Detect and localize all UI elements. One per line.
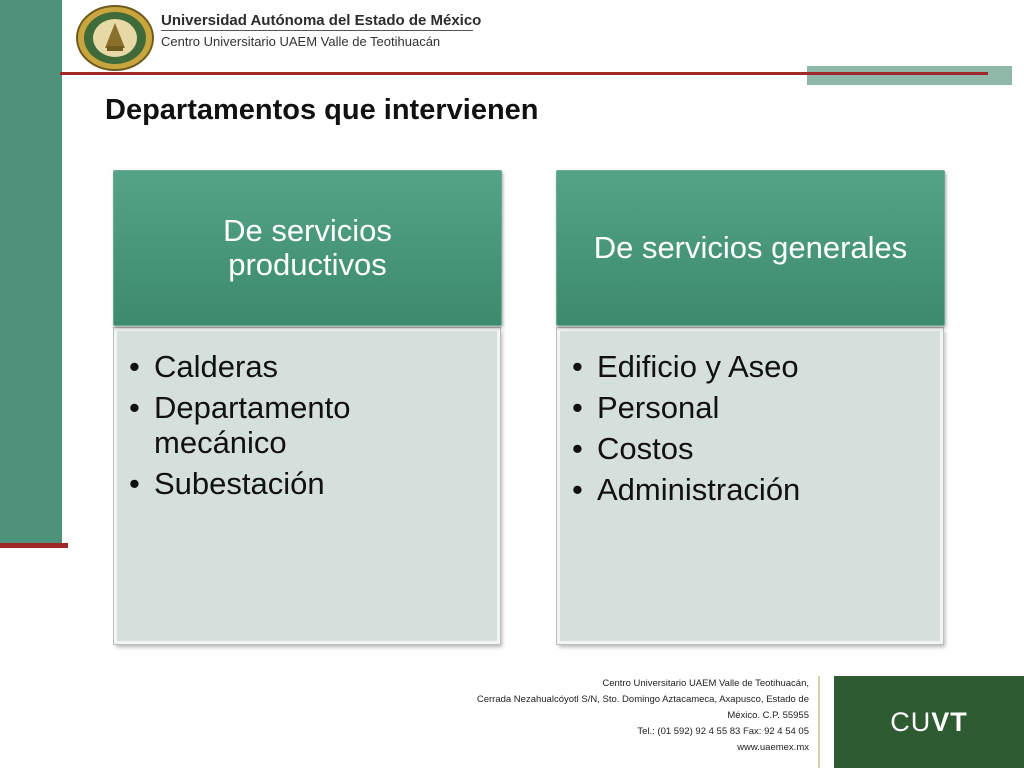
cuvt-logo-bold: VT xyxy=(931,706,968,737)
bullet-icon: • xyxy=(129,349,140,384)
university-name: Universidad Autónoma del Estado de México xyxy=(161,12,482,29)
slide-title: Departamentos que intervienen xyxy=(105,94,539,126)
list-item xyxy=(560,390,940,425)
header-accent-block xyxy=(807,66,1012,85)
footer-line: Centro Universitario UAEM Valle de Teotihuacán, xyxy=(602,678,809,689)
list-item-label: Costos xyxy=(597,431,694,466)
list-item-label: Departamento mecánico xyxy=(154,390,351,460)
header-underline xyxy=(161,30,473,31)
column-heading-generales xyxy=(556,170,945,326)
header-rule xyxy=(60,72,988,75)
list-item-label: Calderas xyxy=(154,349,279,384)
list-item xyxy=(560,349,940,384)
list-item xyxy=(117,466,497,501)
list-item-label: Subestación xyxy=(154,466,325,501)
column-heading-productivos xyxy=(113,170,502,326)
footer-address xyxy=(470,676,809,756)
bullet-icon: • xyxy=(572,349,583,384)
list-item xyxy=(117,349,497,384)
bullet-icon: • xyxy=(572,472,583,507)
campus-name: Centro Universitario UAEM Valle de Teotihuacán xyxy=(161,34,441,49)
item-list-generales xyxy=(560,331,940,507)
footer-line: México. C.P. 55955 xyxy=(727,710,809,721)
bullet-icon: • xyxy=(572,390,583,425)
bullet-icon: • xyxy=(572,431,583,466)
item-list-productivos xyxy=(117,331,497,501)
column-panel-productivos xyxy=(114,328,500,644)
list-item-label: Edificio y Aseo xyxy=(597,349,799,384)
cuvt-logo-text xyxy=(890,707,968,738)
left-sidebar-bar xyxy=(0,0,62,545)
university-seal-logo xyxy=(76,5,154,71)
list-item xyxy=(560,472,940,507)
list-item xyxy=(560,431,940,466)
column-heading-label: De servicios productivos xyxy=(223,213,392,282)
footer-line: Cerrada Nezahualcóyotl S/N, Sto. Domingo Aztacameca, Axapusco, Estado de xyxy=(476,694,809,705)
column-panel-generales xyxy=(557,328,943,644)
bullet-icon: • xyxy=(129,466,140,501)
cuvt-logo xyxy=(834,676,1024,768)
footer-divider xyxy=(818,676,820,768)
list-item-label: Administración xyxy=(597,472,801,507)
bullet-icon: • xyxy=(129,390,140,425)
footer-line: www.uaemex.mx xyxy=(737,742,809,753)
list-item xyxy=(117,390,497,460)
list-item-label: Personal xyxy=(597,390,720,425)
left-sidebar-accent-line xyxy=(0,543,68,548)
column-heading-label: De servicios generales xyxy=(593,230,908,265)
footer-line: Tel.: (01 592) 92 4 55 83 Fax: 92 4 54 05 xyxy=(637,726,809,737)
cuvt-logo-light: CU xyxy=(890,706,932,737)
